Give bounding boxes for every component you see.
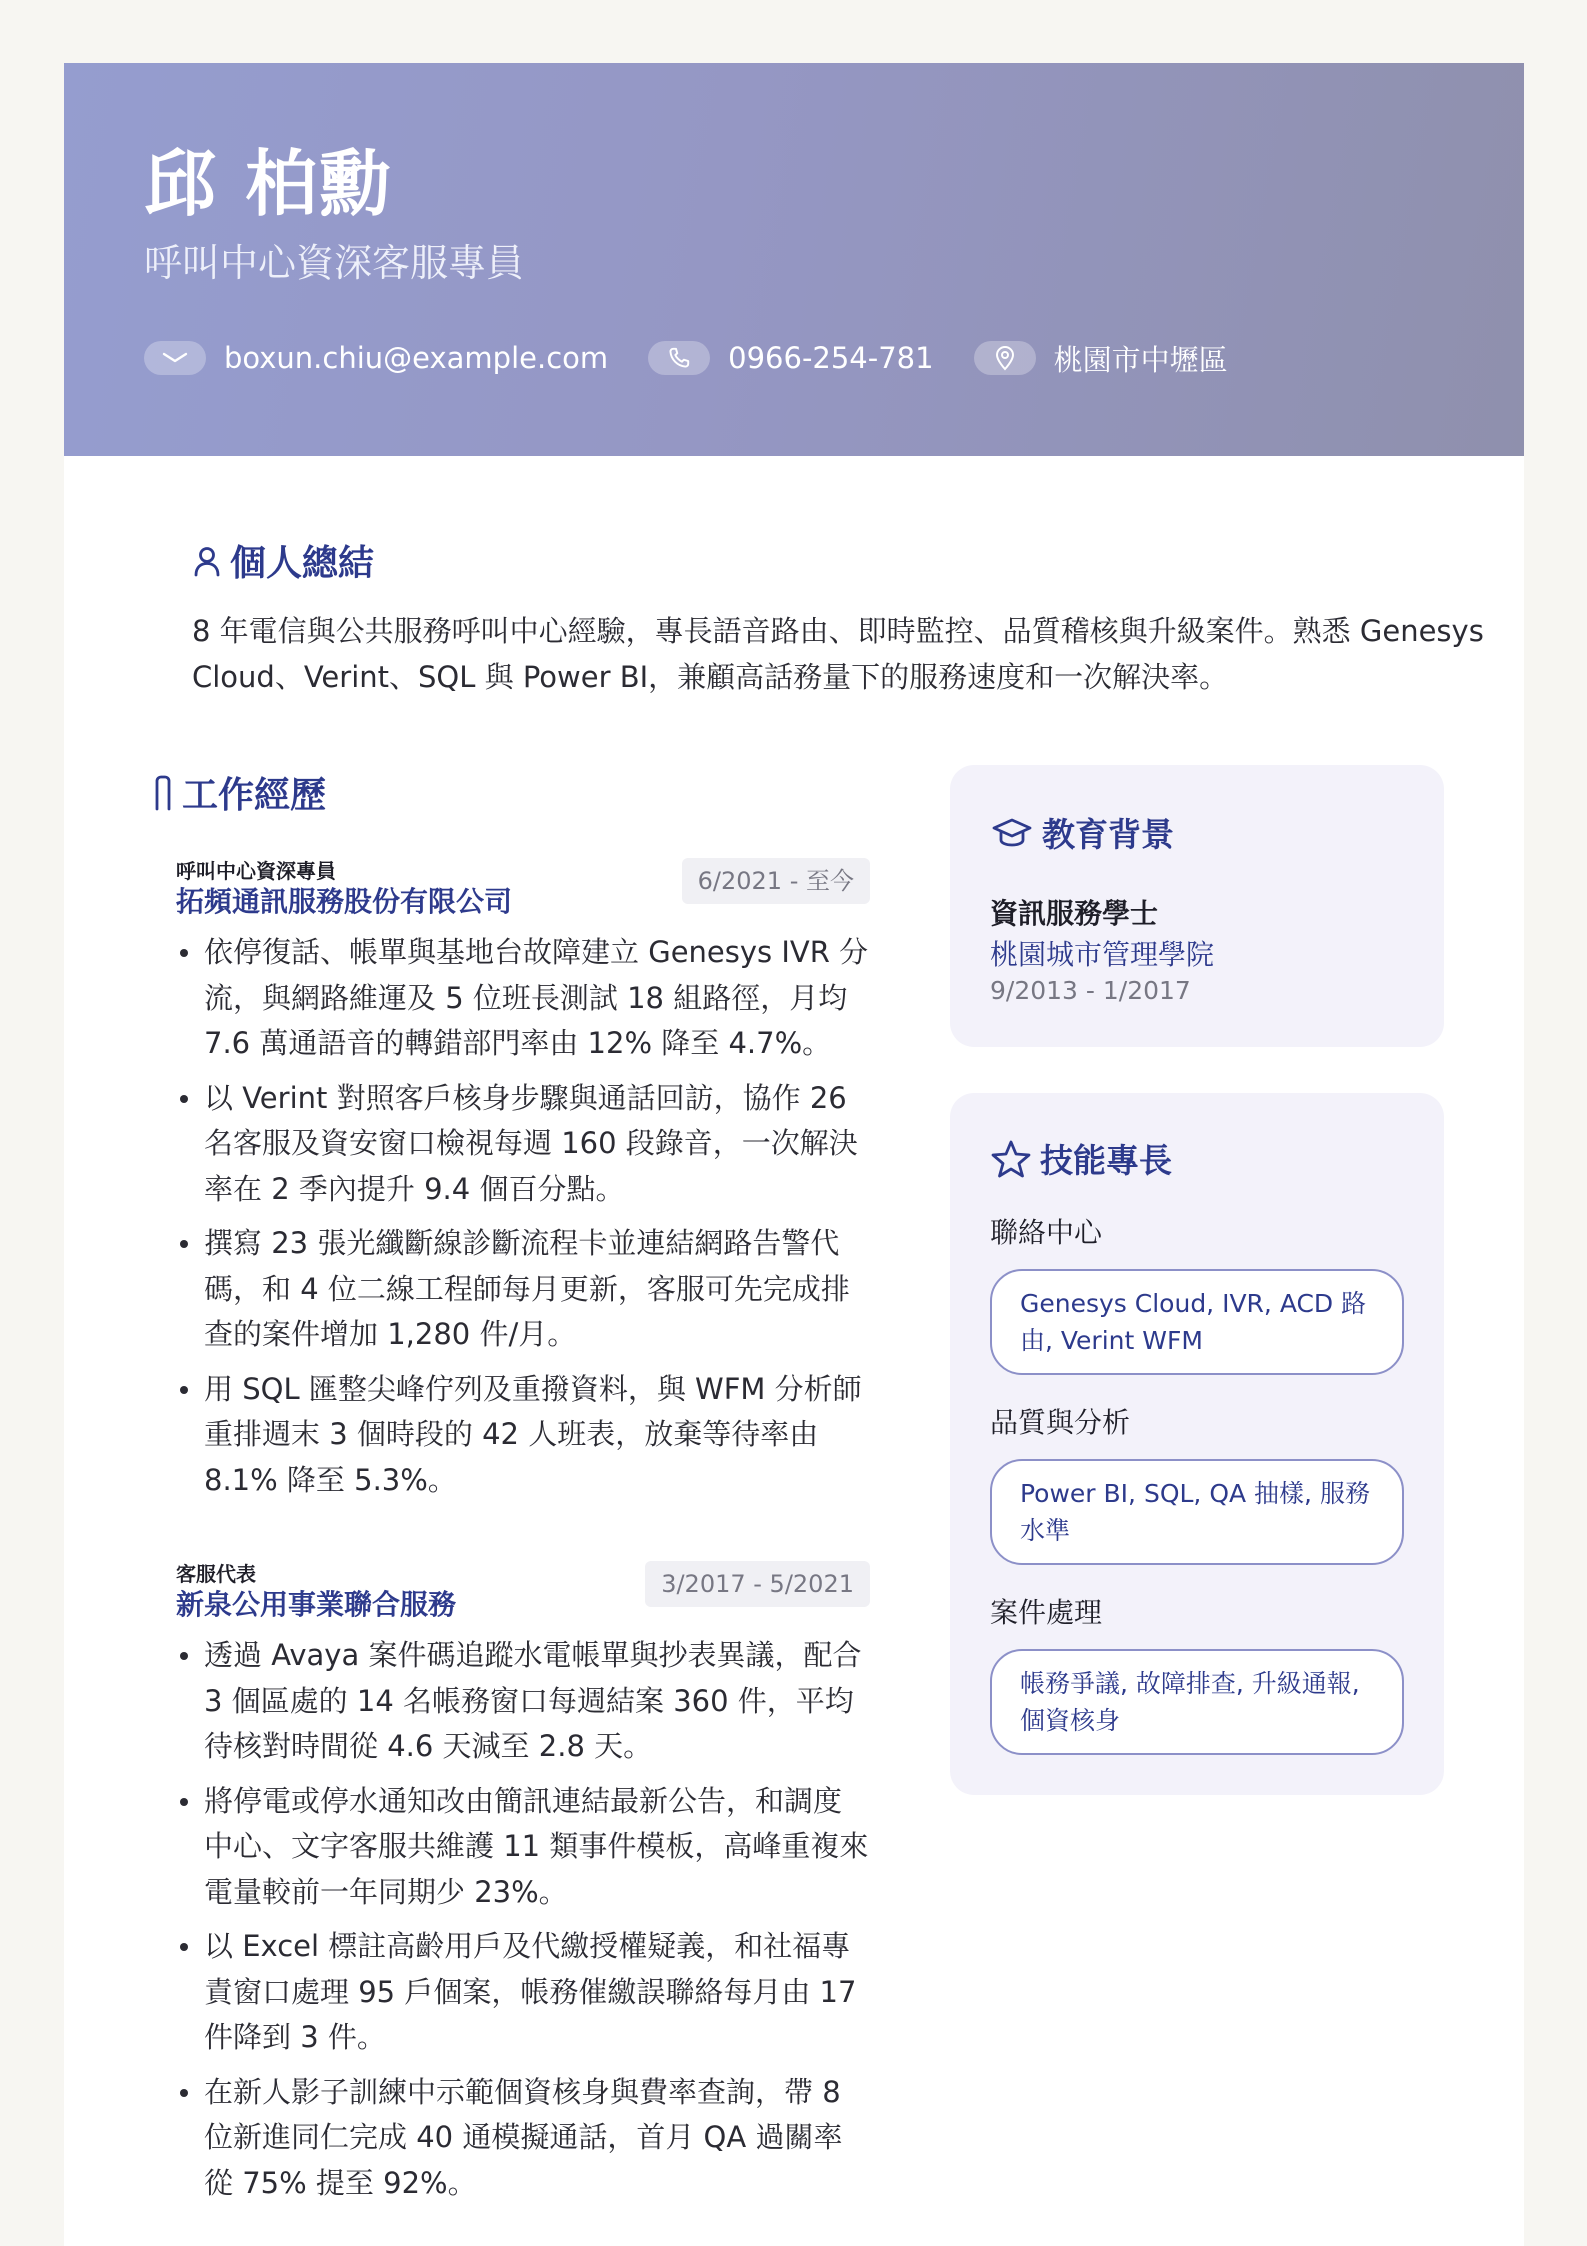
contact-email[interactable] <box>144 341 608 375</box>
skill-category: 案件處理 <box>990 1596 1103 1629</box>
job-date-badge: 3/2017 - 5/2021 <box>645 1561 870 1607</box>
job-bullet: 用 SQL 匯整尖峰佇列及重撥資料，與 WFM 分析師重排週末 3 個時段的 42 人班表，放棄等待率由 8.1% 降至 5.3%。 <box>176 1367 870 1504</box>
education-dates: 9/2013 - 1/2017 <box>990 976 1191 1005</box>
job-date-badge: 6/2021 - 至今 <box>682 858 870 904</box>
contact-bar <box>144 333 1268 383</box>
skill-group <box>990 1213 1404 1375</box>
phone-icon <box>648 341 710 375</box>
job-bullet: 透過 Avaya 案件碼追蹤水電帳單與抄表異議，配合 3 個區處的 14 名帳務窗口每週結案 360 件，平均待核對時間從 4.6 天減至 2.8 天。 <box>176 1633 870 1770</box>
job-bullet: 依停復話、帳單與基地台故障建立 Genesys IVR 分流，與網路維運及 5 位班長測試 18 組路徑，月均 7.6 萬通語音的轉錯部門率由 12% 降至 4.7%。 <box>176 930 870 1067</box>
job-bullet: 以 Excel 標註高齡用戶及代繳授權疑義，和社福專責窗口處理 95 戶個案，帳務催繳誤聯絡每月由 17 件降到 3 件。 <box>176 1924 870 2061</box>
job-bullet: 在新人影子訓練中示範個資核身與費率查詢，帶 8 位新進同仁完成 40 通模擬通話，首月 QA 過關率從 75% 提至 92%。 <box>176 2070 870 2207</box>
skill-group <box>990 1403 1404 1565</box>
skill-group <box>990 1593 1404 1755</box>
education-degree: 資訊服務學士 <box>990 897 1159 930</box>
job-bullet: 以 Verint 對照客戶核身步驟與通話回訪，協作 26 名客服及資安窗口檢視每週 160 段錄音，一次解決率在 2 季內提升 9.4 個百分點。 <box>176 1076 870 1213</box>
resume-page <box>64 63 1524 2246</box>
skills-card <box>950 1093 1444 1795</box>
job-bullet: 將停電或停水通知改由簡訊連結最新公告，和調度中心、文字客服共維護 11 類事件模板，高峰重複來電量較前一年同期少 23%。 <box>176 1779 870 1916</box>
education-heading-text: 教育背景 <box>1042 815 1174 854</box>
summary-heading <box>192 535 374 586</box>
contact-phone[interactable] <box>648 341 933 375</box>
education-heading <box>990 809 1174 856</box>
job-entry <box>176 1561 870 2215</box>
education-card <box>950 765 1444 1047</box>
job-bullet: 撰寫 23 張光纖斷線診斷流程卡並連結網路告警代碼，和 4 位二線工程師每月更新，客服可先完成排查的案件增加 1,280 件/月。 <box>176 1221 870 1358</box>
person-icon <box>192 544 222 578</box>
experience-heading <box>152 767 326 818</box>
summary-text: 8 年電信與公共服務呼叫中心經驗，專長語音路由、即時監控、品質稽核與升級案件。熟悉 Genesys Cloud、Verint、SQL 與 Power BI，兼顧高話務量下的服務速度和一次解決率。 <box>192 614 1484 694</box>
mail-icon <box>144 341 206 375</box>
job-bullets <box>176 930 870 1503</box>
job-role: 客服代表 <box>176 1562 256 1586</box>
education-school: 桃園城市管理學院 <box>990 938 1215 971</box>
job-company: 新泉公用事業聯合服務 <box>176 1588 457 1621</box>
candidate-title: 呼叫中心資深客服專員 <box>144 241 525 285</box>
briefcase-icon <box>152 775 174 811</box>
location-icon <box>974 341 1036 375</box>
job-company: 拓頻通訊服務股份有限公司 <box>176 885 513 918</box>
resume-header <box>64 63 1524 456</box>
candidate-name: 邱 柏勳 <box>144 142 394 226</box>
skill-category: 品質與分析 <box>990 1406 1131 1439</box>
experience-heading-text: 工作經歷 <box>182 775 327 816</box>
contact-email-text: boxun.chiu@example.com <box>224 341 609 375</box>
contact-phone-text: 0966-254-781 <box>728 341 934 375</box>
job-role: 呼叫中心資深專員 <box>176 859 336 883</box>
summary-heading-text: 個人總結 <box>230 543 375 584</box>
skills-heading-text: 技能專長 <box>1040 1141 1172 1180</box>
skill-tag: Power BI, SQL, QA 抽樣, 服務水準 <box>990 1459 1404 1565</box>
graduation-cap-icon <box>990 816 1034 850</box>
skill-category: 聯絡中心 <box>990 1216 1103 1249</box>
skills-heading <box>990 1135 1172 1182</box>
job-bullets <box>176 1633 870 2206</box>
contact-location-text: 桃園市中壢區 <box>1053 342 1228 377</box>
job-entry <box>176 858 870 1512</box>
skill-tag: Genesys Cloud, IVR, ACD 路由, Verint WFM <box>990 1269 1404 1375</box>
contact-location <box>974 338 1228 379</box>
skill-tag: 帳務爭議, 故障排查, 升級通報, 個資核身 <box>990 1649 1404 1755</box>
star-icon <box>990 1139 1032 1179</box>
